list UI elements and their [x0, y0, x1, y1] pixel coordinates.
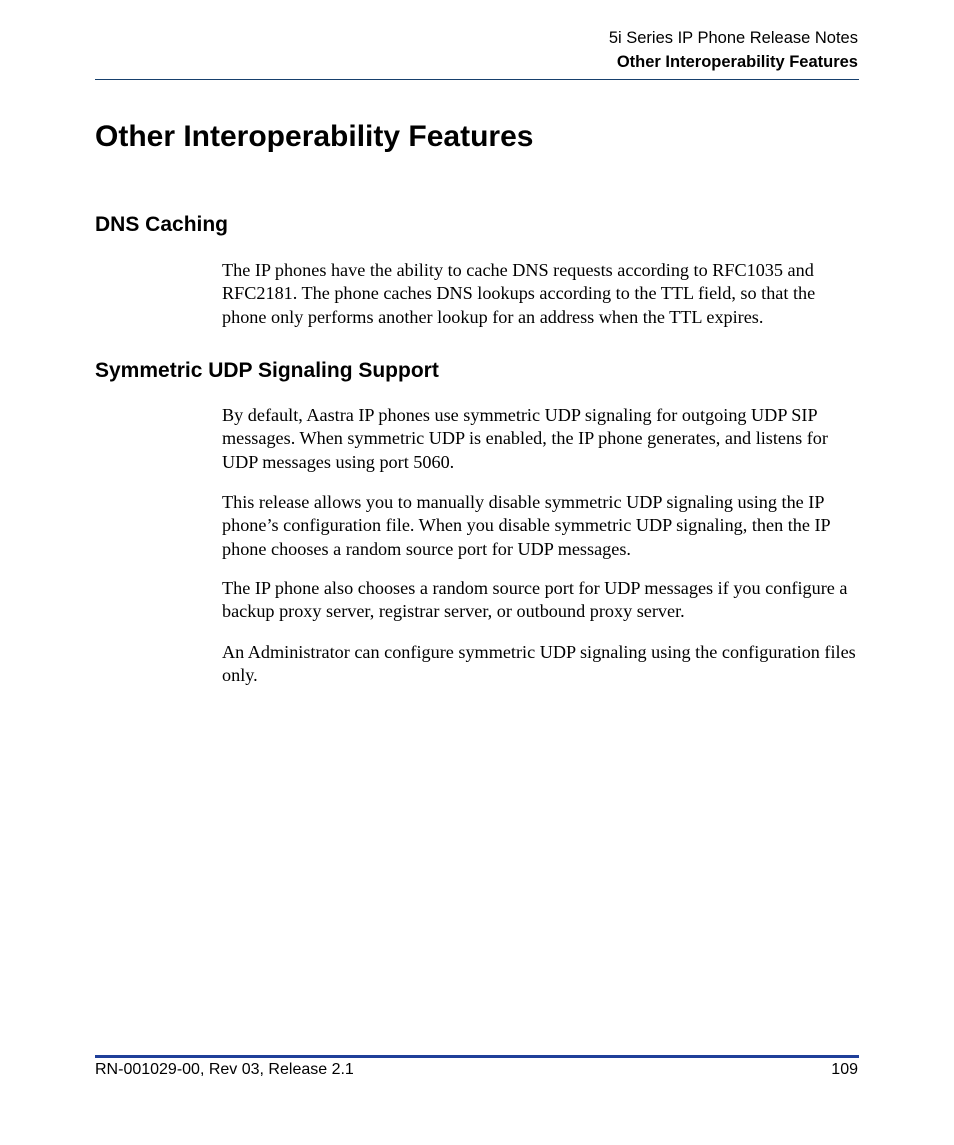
footer-doc-id: RN-001029-00, Rev 03, Release 2.1 — [95, 1061, 354, 1078]
page-number: 109 — [831, 1061, 858, 1078]
header-rule — [95, 79, 859, 80]
paragraph-udp-default: By default, Aastra IP phones use symmetric UDP signaling for outgoing UDP SIP messages. When symmetric UDP is enabled, the IP phone generates, and listens for UDP messages using port 5060. — [222, 405, 828, 472]
paragraph-udp-random-port: The IP phone also chooses a random source port for UDP messages if you configure a backup proxy server, registrar server, or outbound proxy server. — [222, 578, 848, 622]
section-heading-dns-caching: DNS Caching — [95, 213, 229, 236]
header-doc-title: 5i Series IP Phone Release Notes — [608, 29, 858, 47]
header-section-title: Other Interoperability Features — [616, 53, 858, 71]
running-header — [95, 26, 858, 74]
page-title: Other Interoperability Features — [95, 120, 534, 153]
paragraph-udp-disable: This release allows you to manually disable symmetric UDP signaling using the IP phone’s configuration file. When you disable symmetric UDP signaling, then the IP phone chooses a random source port for UDP messages. — [222, 492, 830, 559]
paragraph-dns-caching: The IP phones have the ability to cache DNS requests according to RFC1035 and RFC2181. The phone caches DNS lookups according to the TTL field, so that the phone only performs another lookup for an address when the TTL expires. — [222, 260, 816, 327]
footer-rule — [95, 1055, 859, 1058]
paragraph-udp-admin: An Administrator can configure symmetric UDP signaling using the configuration files only. — [222, 642, 856, 686]
section-heading-symmetric-udp: Symmetric UDP Signaling Support — [95, 359, 439, 382]
